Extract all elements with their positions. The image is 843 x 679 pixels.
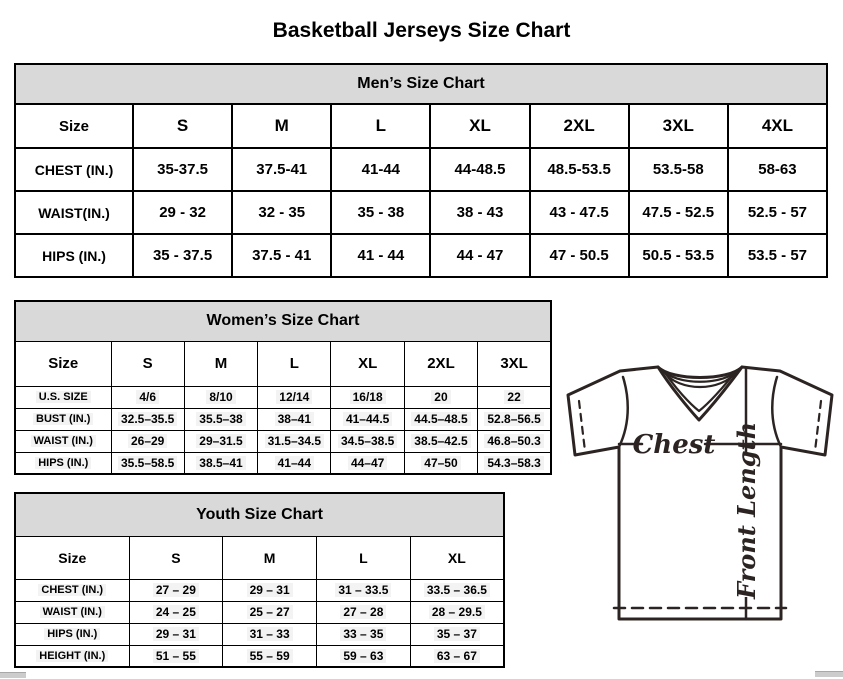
womens-cell [478,408,551,430]
womens-cell [111,386,184,408]
mens-cell [728,191,827,234]
womens-cell [478,386,551,408]
mens-col-l: L [331,104,430,148]
womens-cell-value: 35.5–58.5 [118,456,177,470]
youth-row-label: WAIST (IN.) [40,606,105,618]
mens-size-table [14,63,828,278]
womens-cell-value: 22 [504,390,523,404]
womens-row-label: U.S. SIZE [36,391,91,403]
mens-col-m: M [232,104,331,148]
youth-column-header-row [15,536,504,579]
mens-cell-value: 44-48.5 [454,161,506,178]
mens-cell-value: 29 - 32 [159,204,206,221]
mens-cell [133,191,232,234]
womens-cell [478,452,551,474]
mens-col-2xl: 2XL [530,104,629,148]
youth-row-label: HEIGHT (IN.) [36,650,108,662]
mens-cell-value: 41 - 44 [357,247,405,264]
mens-cell-value: 37.5-41 [256,161,308,178]
womens-cell-value: 34.5–38.5 [338,434,397,448]
mens-cell [530,148,629,191]
youth-cell [410,645,504,667]
mens-cell-value: 47 - 50.5 [549,247,609,264]
mens-cell [629,191,728,234]
mens-cell [331,191,430,234]
youth-row-label: HIPS (IN.) [44,628,100,640]
mens-cell [430,191,529,234]
youth-cell-value: 31 – 33 [247,627,293,641]
mens-row-chest-in [15,148,827,191]
womens-cell [184,386,257,408]
mens-cell-value: 58-63 [758,161,797,178]
womens-col-m: M [184,341,257,386]
womens-row-bust-in [15,408,551,430]
mens-col-s: S [133,104,232,148]
youth-cell-value: 33.5 – 36.5 [424,583,490,597]
youth-cell-value: 29 – 31 [153,627,199,641]
mens-cell-value: 35-37.5 [157,161,208,178]
youth-cell [317,601,411,623]
youth-cell [129,645,223,667]
womens-row-hips-in [15,452,551,474]
youth-col-m: M [223,536,317,579]
youth-cell-value: 29 – 31 [247,583,293,597]
womens-cell [111,452,184,474]
womens-row-u-s-size [15,386,551,408]
mens-cell-value: 32 - 35 [258,204,306,221]
mens-cell [133,148,232,191]
womens-column-header-row [15,341,551,386]
youth-cell [410,579,504,601]
mens-header-band [15,64,827,104]
mens-cell [232,191,331,234]
womens-cell [478,430,551,452]
mens-cell-value: 44 - 47 [456,247,504,264]
mens-cell [430,148,529,191]
womens-cell [404,452,477,474]
mens-column-header-row [15,104,827,148]
womens-col-xl: XL [331,341,404,386]
mens-cell-value: 41-44 [361,161,401,178]
womens-col-3xl: 3XL [478,341,551,386]
youth-cell-value: 28 – 29.5 [429,605,485,619]
youth-col-xl: XL [410,536,504,579]
womens-cell [331,430,404,452]
youth-cell-value: 33 – 35 [340,627,386,641]
mens-cell [430,234,529,277]
youth-cell [410,623,504,645]
mens-row-label: CHEST (IN.) [34,161,114,178]
womens-cell-value: 44.5–48.5 [411,412,470,426]
womens-cell-value: 38.5–42.5 [411,434,470,448]
womens-cell [184,408,257,430]
womens-col-size: Size [15,341,111,386]
youth-cell [129,601,223,623]
mens-cell [232,234,331,277]
womens-cell-value: 54.3–58.3 [484,456,543,470]
mens-cell-value: 38 - 43 [456,204,504,221]
womens-cell [331,452,404,474]
mens-cell-value: 37.5 - 41 [252,247,312,264]
womens-cell-value: 31.5–34.5 [265,434,324,448]
womens-cell-value: 32.5–35.5 [118,412,177,426]
horizontal-scrollbar-fragment-left[interactable] [0,672,26,678]
youth-cell [410,601,504,623]
mens-cell-value: 48.5-53.5 [547,161,611,178]
womens-cell [258,452,331,474]
mens-row-hips-in [15,234,827,277]
mens-cell [728,234,827,277]
mens-cell [331,148,430,191]
womens-cell-value: 20 [431,390,450,404]
womens-size-table [14,300,552,475]
womens-cell [184,430,257,452]
front-length-label: Front Length [732,421,761,599]
mens-cell [629,148,728,191]
youth-col-s: S [129,536,223,579]
youth-col-l: L [317,536,411,579]
page-title: Basketball Jerseys Size Chart [272,19,571,43]
mens-cell-value: 35 - 37.5 [152,247,213,264]
womens-col-2xl: 2XL [404,341,477,386]
mens-cell-value: 52.5 - 57 [747,204,808,221]
mens-row-waist-in [15,191,827,234]
womens-row-waist-in [15,430,551,452]
youth-cell-value: 25 – 27 [247,605,293,619]
youth-cell-value: 59 – 63 [340,649,386,663]
youth-cell [223,645,317,667]
womens-cell-value: 41–44 [275,456,314,470]
womens-col-l: L [258,341,331,386]
youth-row-waist-in [15,601,504,623]
womens-cell-value: 29–31.5 [196,434,245,448]
womens-cell [258,430,331,452]
mens-cell-value: 53.5-58 [652,161,704,178]
womens-cell-value: 41–44.5 [343,412,392,426]
youth-col-size: Size [15,536,129,579]
mens-row-label: WAIST(IN.) [38,204,110,221]
mens-col-xl: XL [430,104,529,148]
youth-cell-value: 27 – 29 [153,583,199,597]
youth-row-height-in [15,645,504,667]
womens-cell-value: 44–47 [348,456,387,470]
womens-cell [331,408,404,430]
youth-cell-value: 27 – 28 [340,605,386,619]
womens-cell-value: 46.8–50.3 [484,434,543,448]
mens-cell-value: 43 - 47.5 [549,204,609,221]
womens-cell-value: 52.8–56.5 [484,412,543,426]
youth-table-title: Youth Size Chart [15,493,504,536]
mens-cell [530,191,629,234]
youth-row-label: CHEST (IN.) [38,584,106,596]
chest-label: Chest [632,430,716,460]
mens-cell [728,148,827,191]
youth-row-chest-in [15,579,504,601]
womens-cell [111,408,184,430]
youth-cell [317,645,411,667]
womens-cell-value: 4/6 [136,390,159,404]
womens-cell [258,386,331,408]
mens-row-label: HIPS (IN.) [42,247,106,264]
womens-cell-value: 8/10 [206,390,235,404]
youth-cell-value: 51 – 55 [153,649,199,663]
mens-col-4xl: 4XL [728,104,827,148]
womens-cell [331,386,404,408]
womens-row-label: HIPS (IN.) [35,457,91,469]
womens-cell-value: 35.5–38 [196,412,245,426]
womens-cell-value: 38.5–41 [196,456,245,470]
youth-cell [223,601,317,623]
womens-cell [404,408,477,430]
youth-header-band [15,493,504,536]
youth-cell-value: 31 – 33.5 [335,583,391,597]
horizontal-scrollbar-fragment-right[interactable] [815,671,843,677]
mens-col-3xl: 3XL [629,104,728,148]
mens-cell-value: 53.5 - 57 [747,247,808,264]
womens-cell [184,452,257,474]
youth-cell [317,579,411,601]
youth-cell [129,623,223,645]
mens-cell [133,234,232,277]
youth-cell [129,579,223,601]
mens-cell [331,234,430,277]
womens-table-title: Women’s Size Chart [15,301,551,341]
womens-col-s: S [111,341,184,386]
womens-cell [404,386,477,408]
youth-cell [223,579,317,601]
youth-cell-value: 63 – 67 [434,649,480,663]
womens-cell-value: 26–29 [128,434,167,448]
youth-cell-value: 24 – 25 [153,605,199,619]
mens-col-size: Size [15,104,133,148]
jersey-outline [568,367,832,619]
womens-cell [258,408,331,430]
mens-cell-value: 47.5 - 52.5 [642,204,715,221]
womens-header-band [15,301,551,341]
mens-cell [530,234,629,277]
womens-row-label: BUST (IN.) [33,413,93,425]
youth-cell [223,623,317,645]
womens-cell-value: 12/14 [276,390,312,404]
mens-cell-value: 35 - 38 [357,204,405,221]
mens-cell [629,234,728,277]
mens-cell [232,148,331,191]
mens-cell-value: 50.5 - 53.5 [642,247,715,264]
womens-cell-value: 38–41 [275,412,314,426]
youth-cell-value: 55 – 59 [247,649,293,663]
womens-cell-value: 47–50 [421,456,460,470]
womens-cell [111,430,184,452]
womens-cell [404,430,477,452]
womens-row-label: WAIST (IN.) [31,435,96,447]
youth-cell [317,623,411,645]
youth-size-table [14,492,505,668]
mens-table-title: Men’s Size Chart [15,64,827,104]
youth-row-hips-in [15,623,504,645]
jersey-measurement-diagram [558,358,842,624]
youth-cell-value: 35 – 37 [434,627,480,641]
womens-cell-value: 16/18 [350,390,386,404]
